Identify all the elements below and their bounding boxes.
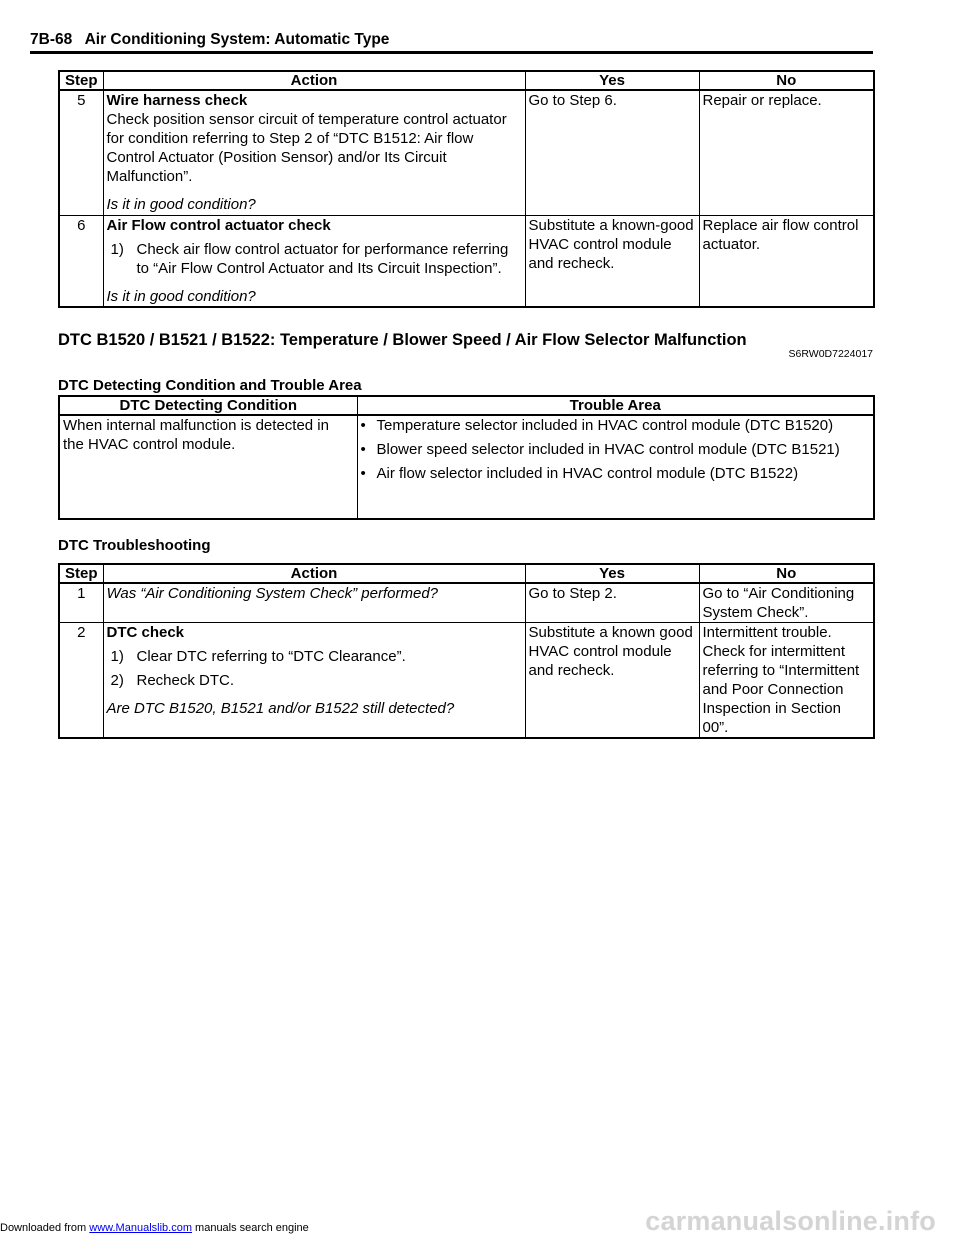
manualslib-link[interactable]: www.Manualslib.com — [89, 1222, 192, 1234]
col-header-action: Action — [103, 71, 525, 90]
action-cell — [103, 623, 525, 739]
footer — [0, 1222, 309, 1234]
section-title: DTC B1520 / B1521 / B1522: Temperature / Blower Speed / Air Flow Selector Malfunction — [58, 331, 747, 349]
no-cell: Intermittent trouble. Check for intermittent referring to “Intermittent and Poor Connection Inspection in Section 00”. — [699, 623, 874, 739]
action-title: DTC check — [106, 624, 185, 641]
list-text: Air flow selector included in HVAC control module (DTC B1522) — [376, 465, 799, 482]
col-header-no: No — [699, 564, 874, 583]
list-text: Temperature selector included in HVAC control module (DTC B1520) — [376, 417, 834, 434]
yes-cell: Substitute a known good HVAC control module and recheck. — [525, 623, 699, 739]
list-item — [361, 464, 871, 483]
col-header-step: Step — [59, 564, 103, 583]
troubleshooting-table — [58, 563, 875, 739]
col-header-yes: Yes — [525, 564, 699, 583]
action-question: Are DTC B1520, B1521 and/or B1522 still detected? — [106, 700, 455, 717]
footer-suffix: manuals search engine — [191, 1222, 309, 1234]
list-item — [361, 416, 871, 435]
step-number: 1 — [59, 583, 103, 623]
table-row — [59, 415, 874, 519]
table-row — [59, 90, 874, 215]
action-question: Was “Air Conditioning System Check” performed? — [103, 583, 525, 623]
bullet: • — [360, 417, 366, 434]
no-cell: Replace air flow control actuator. — [699, 215, 874, 307]
header-rule — [30, 51, 873, 54]
detecting-condition-table — [58, 395, 875, 520]
no-cell: Go to “Air Conditioning System Check”. — [699, 583, 874, 623]
col-header-condition: DTC Detecting Condition — [59, 396, 357, 415]
yes-cell: Go to Step 6. — [525, 90, 699, 215]
yes-cell: Substitute a known-good HVAC control module and recheck. — [525, 215, 699, 307]
table-row — [59, 215, 874, 307]
step-table-continued — [58, 70, 875, 308]
no-cell: Repair or replace. — [699, 90, 874, 215]
list-text: Clear DTC referring to “DTC Clearance”. — [136, 648, 406, 665]
condition-cell: When internal malfunction is detected in the HVAC control module. — [59, 415, 357, 519]
action-cell — [103, 215, 525, 307]
list-text: Recheck DTC. — [136, 672, 235, 689]
list-number: 1) — [110, 240, 124, 258]
list-text: Check air flow control actuator for performance referring to “Air Flow Control Actuator and Its Circuit Inspection”. — [136, 240, 509, 277]
bullet: • — [360, 465, 366, 482]
page-header-title: Air Conditioning System: Automatic Type — [84, 31, 390, 48]
list-item — [107, 240, 522, 278]
step-number: 5 — [59, 90, 103, 215]
table-row — [59, 623, 874, 739]
footer-prefix: Downloaded from — [0, 1222, 90, 1234]
col-header-trouble-area: Trouble Area — [357, 396, 874, 415]
page-header — [30, 31, 389, 49]
yes-cell: Go to Step 2. — [525, 583, 699, 623]
table-row — [59, 583, 874, 623]
step-number: 2 — [59, 623, 103, 739]
action-cell — [103, 90, 525, 215]
bullet: • — [360, 441, 366, 458]
subsection-title-troubleshooting: DTC Troubleshooting — [58, 537, 211, 554]
col-header-no: No — [699, 71, 874, 90]
action-question: Is it in good condition? — [106, 287, 256, 305]
action-question: Is it in good condition? — [106, 196, 256, 213]
subsection-title-detecting: DTC Detecting Condition and Trouble Area — [58, 377, 362, 394]
step-number: 6 — [59, 215, 103, 307]
action-body: Check position sensor circuit of temperature control actuator for condition referring to Step 2 of “DTC B1512: Air flow Control Actuator (Position Sensor) and/or Its Circuit Malfunction”. — [106, 111, 507, 185]
page-number: 7B-68 — [30, 31, 73, 48]
list-number: 2) — [110, 672, 124, 689]
trouble-area-cell — [357, 415, 874, 519]
watermark: carmanualsonline.info — [645, 1206, 936, 1236]
list-item — [107, 671, 522, 690]
col-header-action: Action — [103, 564, 525, 583]
col-header-yes: Yes — [525, 71, 699, 90]
list-item — [107, 647, 522, 666]
list-item — [361, 440, 871, 459]
col-header-step: Step — [59, 71, 103, 90]
action-title: Wire harness check — [106, 92, 248, 109]
list-text: Blower speed selector included in HVAC control module (DTC B1521) — [376, 441, 840, 458]
list-number: 1) — [110, 648, 124, 665]
section-code: S6RW0D7224017 — [788, 348, 873, 360]
action-title: Air Flow control actuator check — [106, 216, 331, 234]
